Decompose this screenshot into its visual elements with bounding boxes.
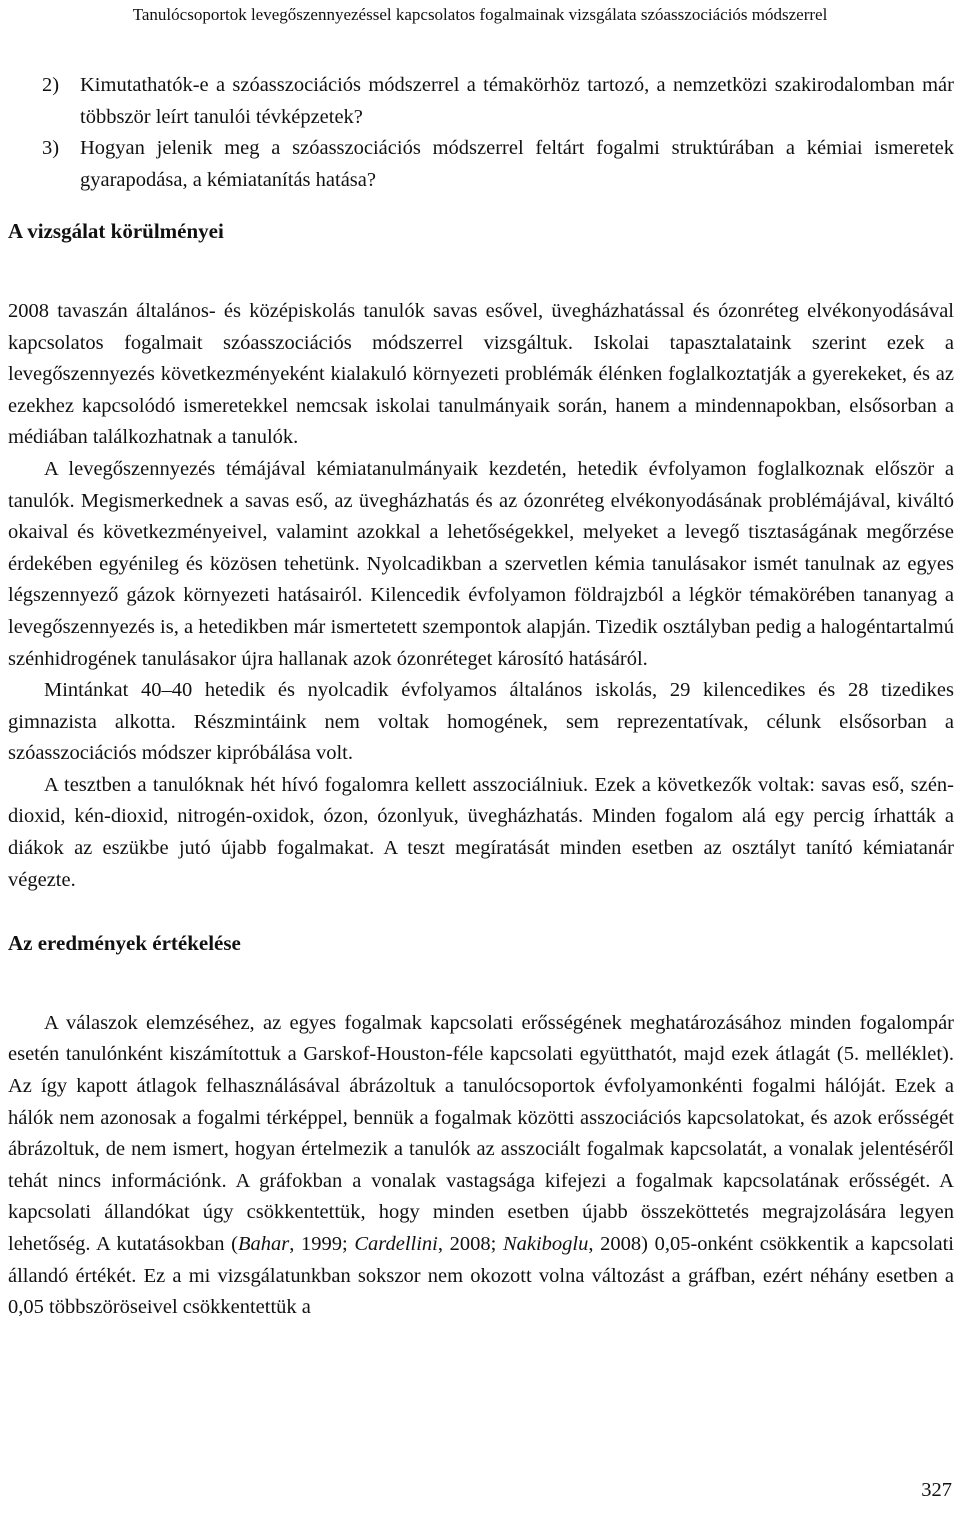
paragraph-text: , 1999;	[289, 1233, 355, 1255]
paragraph-text: , 2008) 0,05-onként csökkentik a kapcsolati állandó értékét. Ez a mi vizsgálatunkban sokszor nem okozott volna változást a gráfban, ezért néhány esetben a 0,05 többszöröseivel csökkentettük a	[8, 1233, 955, 1319]
citation-author: Nakiboglu	[502, 1233, 589, 1255]
research-question-2	[42, 70, 954, 133]
paragraph-results	[8, 1008, 954, 1324]
list-number: 2)	[42, 74, 60, 96]
citation-author: Bahar	[237, 1233, 290, 1255]
list-text: Kimutathatók-e a szóasszociációs módszerrel a témakörhöz tartozó, a nemzetközi szakirodalomban már többször leírt tanulói tévképzetek?	[80, 74, 954, 128]
list-number: 3)	[42, 137, 60, 160]
section-heading-conditions: A vizsgálat körülményei	[8, 219, 224, 244]
paragraph-text: A válaszok elemzéséhez, az egyes fogalmak kapcsolati erősségének meghatározásához minden fogalompár esetén tanulónként kiszámítottuk a Garskof-Houston-féle kapcsolati együtthatót, majd ezek átlagát (5. melléklet). Az így kapott átlagok felhasználásával ábrázoltuk a tanulócsoportok évfolyamonkénti fogalmi hálóját. Ezek a hálók nem azonosak a fogalmi térképpel, bennük a fogalmak közötti asszociációs kapcsolatokat, és azok erősségét ábrázoltuk, de nem ismert, hogyan értelmezik a tanulók az asszociált fogalmak kapcsolatát, a vonalak jelentéséről tehát nincs információnk. A gráfokban a vonalak vastagsága kifejezi a fogalmak kapcsolatának erősségét. A kapcsolati állandókat úgy csökkentettük, hogy minden esetben újabb összeköttetés megrajzolására legyen lehetőség. A kutatásokban (	[8, 1011, 954, 1255]
page-content	[8, 70, 954, 1324]
paragraph: Mintánkat 40–40 hetedik és nyolcadik évfolyamos általános iskolás, 29 kilencedikes és 28 tizedikes gimnazista alkotta. Részmintáink nem voltak homogének, sem reprezentatívak, célunk elsősorban a szóasszociációs módszer kipróbálása volt.	[8, 679, 954, 765]
section-heading-results: Az eredmények értékelése	[8, 931, 241, 956]
list-text: Hogyan jelenik meg a szóasszociációs módszerrel feltárt fogalmi struktúrában a kémiai ismeretek gyarapodása, a kémiatanítás hatása?	[80, 137, 954, 191]
paragraph-text: , 2008;	[437, 1233, 503, 1255]
page-number: 327	[921, 1479, 952, 1501]
paragraph: A tesztben a tanulóknak hét hívó fogalomra kellett asszociálniuk. Ezek a következők voltak: savas eső, szén-dioxid, kén-dioxid, nitrogén-oxidok, ózon, ózonlyuk, üvegházhatás. Minden fogalom alá egy percig írhatták a diákok az eszükbe jutó újabb fogalmakat. A teszt megíratását minden esetben az osztályt tanító kémiatanár végezte.	[8, 773, 954, 891]
paragraph: A levegőszennyezés témájával kémiatanulmányaik kezdetén, hetedik évfolyamon foglalkoznak először a tanulók. Megismerkednek a savas eső, az üvegházhatás és az ózonréteg elvékonyodásának problémájával, kiváltó okaival és következményeivel, valamint azokkal a lehetőségekkel, melyeket a levegő tisztaságának megőrzése érdekében egyénileg és közösen tehetünk. Nyolcadikban a szervetlen kémia tanulásakor ismét tanulnak az egyes légszennyező gázok környezeti hatásairól. Kilencedik évfolyamon földrajzból a légkör témakörében tananyag a levegőszennyezés is, a hetedikben már ismertetett szempontok alapján. Tizedik osztályban pedig a halogéntartalmú szénhidrogének tanulásakor újra hallanak azok ózonréteget károsító hatásáról.	[8, 457, 954, 670]
citation-author: Cardellini	[354, 1233, 438, 1255]
running-header: Tanulócsoportok levegőszennyezéssel kapcsolatos fogalmainak vizsgálata szóasszociációs módszerrel	[132, 5, 828, 24]
paragraph: 2008 tavaszán általános- és középiskolás tanulók savas esővel, üvegházhatással és ózonréteg elvékonyodásával kapcsolatos fogalmait szóasszociációs módszerrel vizsgáltuk. Iskolai tapasztalataink szerint ezek a levegőszennyezés következményeként kialakuló környezeti problémák élénken foglalkoztatják a gyerekeket, és az ezekhez kapcsolódó ismeretekkel nemcsak iskolai tanulmányaik során, hanem a mindennapokban, elsősorban a médiában találkozhatnak a tanulók.	[8, 299, 954, 449]
research-question-3	[42, 133, 954, 196]
